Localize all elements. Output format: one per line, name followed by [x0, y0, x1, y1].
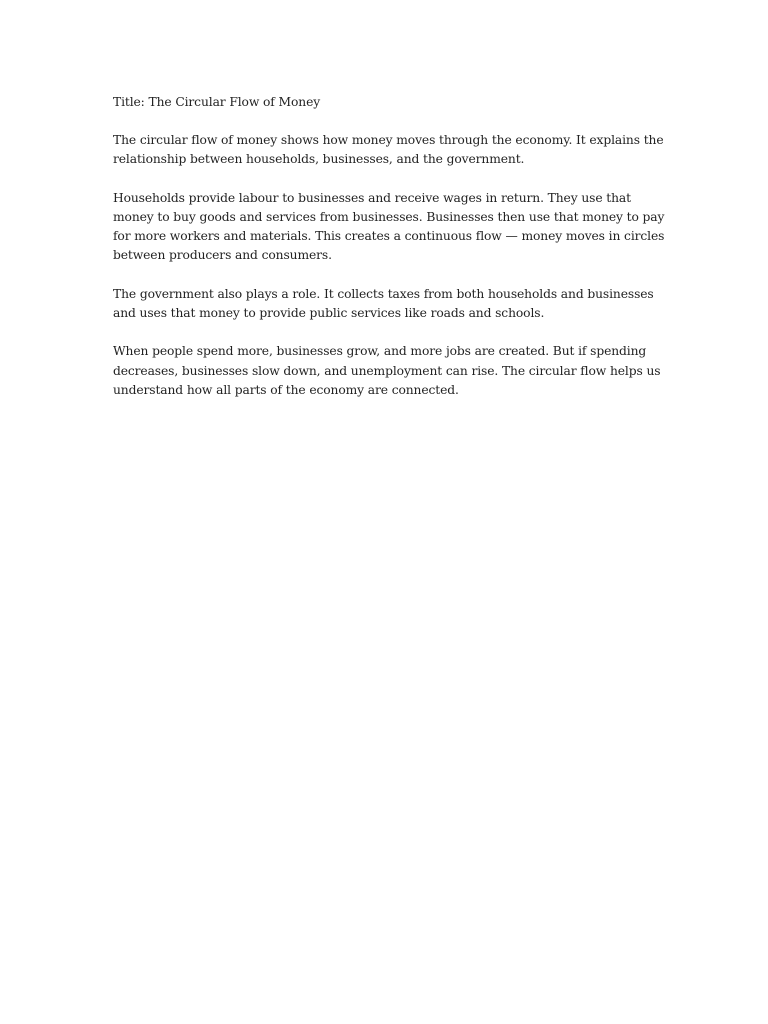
paragraph-households: Households provide labour to businesses and receive wages in return. They use that money to buy goods and services from businesses. Businesses then use that money to pay for more workers and materials. This creates a continuous flow — money moves in circles between producers and consumers.	[113, 190, 665, 263]
paragraph-spending: When people spend more, businesses grow, and more jobs are created. But if spending decreases, businesses slow down, and unemployment can rise. The circular flow helps us understand how all parts of the economy are connected.	[113, 344, 661, 397]
document-body	[113, 93, 673, 419]
paragraph-intro: The circular flow of money shows how money moves through the economy. It explains the relationship between households, businesses, and the government.	[113, 133, 664, 167]
paragraph-government: The government also plays a role. It collects taxes from both households and businesses and uses that money to provide public services like roads and schools.	[113, 286, 654, 320]
document-title: Title: The Circular Flow of Money	[113, 95, 321, 109]
